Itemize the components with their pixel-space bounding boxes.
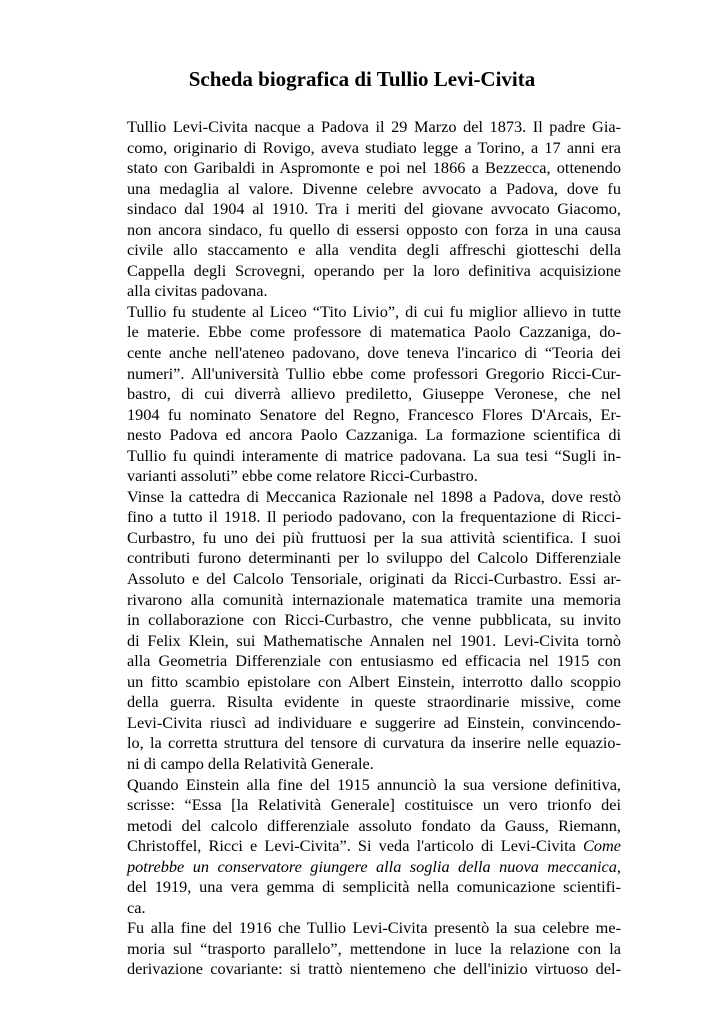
text-line: Tullio fu studente al Liceo “Tito Livio”, di cui fu miglior allievo in tutte — [127, 301, 621, 321]
text-line: ni di campo della Relatività Generale. — [127, 753, 374, 773]
text-line: Vinse la cattedra di Meccanica Razionale nel 1898 a Padova, dove restò — [127, 486, 621, 506]
text-line: civile allo staccamento e alla vendita degli affreschi giotteschi della — [127, 240, 621, 260]
italic-article-title: Come — [583, 836, 621, 856]
text-line: Tullio Levi-Civita nacque a Padova il 29 Marzo del 1873. Il padre Gia- — [127, 117, 621, 136]
document-title: Scheda biografica di Tullio Levi-Civita — [188, 67, 536, 91]
text-line: le materie. Ebbe come professore di matematica Paolo Cazzaniga, do- — [127, 322, 621, 342]
italic-article-title: potrebbe un conservatore giungere alla soglia della nuova meccanica — [127, 856, 617, 876]
text-line: Levi-Civita riuscì ad individuare e suggerire ad Einstein, convincendo- — [127, 712, 621, 732]
text-line: Fu alla fine del 1916 che Tullio Levi-Civita presentò la sua celebre me- — [127, 918, 621, 938]
text-line: Assoluto e del Calcolo Tensoriale, originati da Ricci-Curbastro. Essi ar- — [127, 569, 621, 589]
text-line: una medaglia al valore. Divenne celebre avvocato a Padova, dove fu — [127, 178, 621, 198]
text-line: varianti assoluti” ebbe come relatore Ricci-Curbastro. — [127, 466, 478, 486]
text-line: metodi del calcolo differenziale assoluto fondato da Gauss, Riemann, — [127, 815, 621, 835]
text-line: rivarono alla comunità internazionale matematica tramite una memoria — [127, 589, 621, 609]
text-line: non ancora sindaco, fu quello di essersi opposto con forza in una causa — [127, 219, 621, 239]
text-line: stato con Garibaldi in Aspromonte e poi nel 1866 a Bezzecca, ottenendo — [127, 158, 621, 178]
document-body — [127, 117, 621, 980]
text-line: moria sul “trasporto parallelo”, mettendone in luce la relazione con la — [127, 938, 621, 958]
text-line: ca. — [127, 897, 146, 917]
text-line: contributi furono determinanti per lo sviluppo del Calcolo Differenziale — [127, 548, 621, 568]
text-line: in collaborazione con Ricci-Curbastro, che venne pubblicata, su invito — [127, 610, 621, 630]
text-line: alla civitas padovana. — [127, 281, 268, 301]
text-line: cente anche nell'ateneo padovano, dove teneva l'incarico di “Teoria dei — [127, 343, 621, 363]
text-line: Tullio fu quindi interamente di matrice padovana. La sua tesi “Sugli in- — [127, 445, 621, 465]
text-line: derivazione covariante: si trattò nientemeno che dell'inizio virtuoso del- — [127, 959, 621, 979]
text-line: del 1919, una vera gemma di semplicità nella comunicazione scientifi- — [127, 877, 621, 897]
text-line: fino a tutto il 1918. Il periodo padovano, con la frequentazione di Ricci- — [127, 507, 621, 527]
text-line: nesto Padova ed ancora Paolo Cazzaniga. La formazione scientifica di — [127, 425, 621, 445]
text-line: lo, la corretta struttura del tensore di curvatura da inserire nelle equazio- — [127, 733, 621, 753]
text-line: numeri”. All'università Tullio ebbe come professori Gregorio Ricci-Cur- — [127, 363, 621, 383]
text-line: di Felix Klein, sui Mathematische Annalen nel 1901. Levi-Civita tornò — [127, 630, 621, 650]
text-line: un fitto scambio epistolare con Albert Einstein, interrotto dallo scoppio — [127, 671, 621, 691]
text-line: potrebbe un conservatore giungere alla soglia della nuova meccanica, — [127, 856, 621, 876]
text-line: Christoffel, Ricci e Levi-Civita”. Si veda l'articolo di Levi-Civita Come — [127, 836, 621, 856]
text-line: alla Geometria Differenziale con entusiasmo ed efficacia nel 1915 con — [127, 651, 621, 671]
text-line: sindaco dal 1904 al 1910. Tra i meriti del giovane avvocato Giacomo, — [127, 199, 621, 219]
text-line: scrisse: “Essa [la Relatività Generale] costituisce un vero trionfo dei — [127, 795, 621, 815]
text-line: como, originario di Rovigo, aveva studiato legge a Torino, a 17 anni era — [127, 137, 621, 157]
text-line: della guerra. Risulta evidente in queste straordinarie missive, come — [127, 692, 621, 712]
text-line: 1904 fu nominato Senatore del Regno, Francesco Flores D'Arcais, Er- — [127, 404, 621, 424]
text-line: Cappella degli Scrovegni, operando per la loro definitiva acquisizione — [127, 260, 621, 280]
text-line: Curbastro, fu uno dei più fruttuosi per la sua attività scientifica. I suoi — [127, 527, 621, 547]
text-line: Quando Einstein alla fine del 1915 annunciò la sua versione definitiva, — [127, 774, 621, 794]
text-line: bastro, di cui diverrà allievo prediletto, Giuseppe Veronese, che nel — [127, 384, 621, 404]
